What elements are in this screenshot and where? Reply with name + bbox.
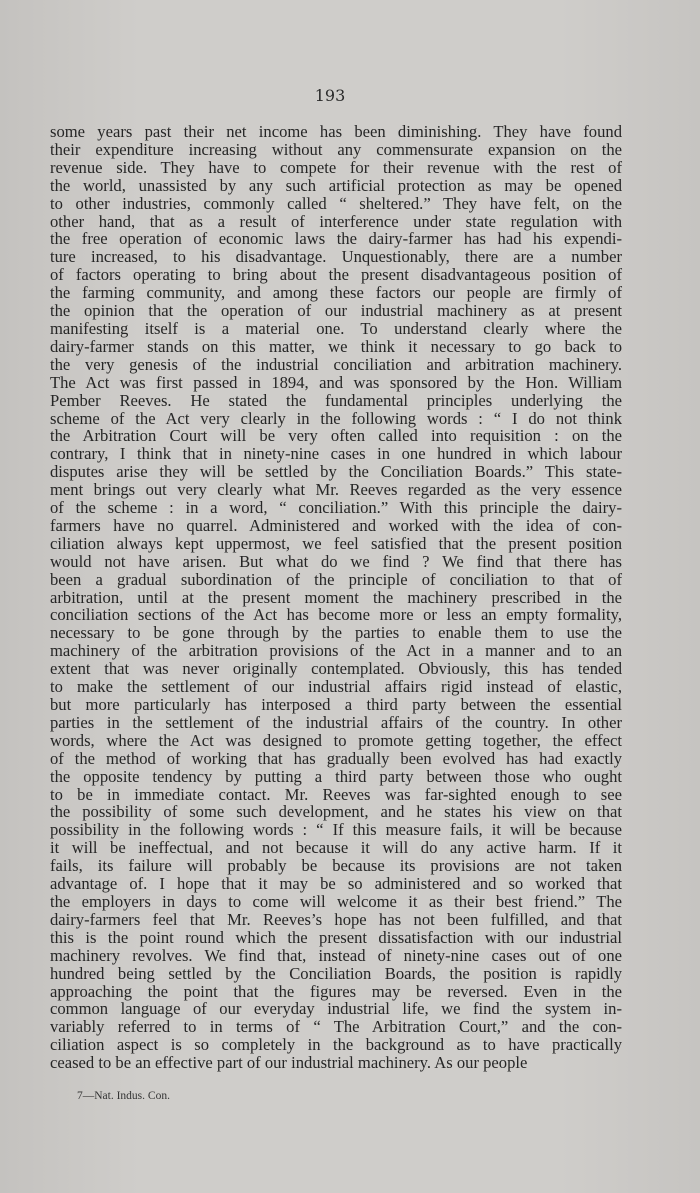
text-line: ment brings out very clearly what Mr. Reeves regarded as the very essence xyxy=(50,480,622,500)
text-line: to be in immediate contact. Mr. Reeves was far-sighted enough to see xyxy=(50,784,622,804)
text-line: would not have arisen. But what do we find ? We find that there has xyxy=(50,551,622,571)
text-line: ciliation always kept uppermost, we feel satisfied that the present position xyxy=(50,533,622,553)
text-line: the opinion that the operation of our industrial machinery as at present xyxy=(50,301,622,321)
text-line: variably referred to in terms of “ The Arbitration Court,” and the con- xyxy=(50,1017,622,1037)
text-line: Pember Reeves. He stated the fundamental principles underlying the xyxy=(50,390,622,410)
text-line: to other industries, commonly called “ sheltered.” They have felt, on the xyxy=(50,193,622,213)
text-line: some years past their net income has been diminishing. They have found xyxy=(50,122,622,141)
text-line: words, where the Act was designed to promote getting together, the effect xyxy=(50,730,622,750)
text-line: ture increased, to his disadvantage. Unquestionably, there are a number xyxy=(50,247,622,267)
text-line: manifesting itself is a material one. To understand clearly where the xyxy=(50,318,622,338)
text-line: their expenditure increasing without any commensurate expansion on the xyxy=(50,139,622,159)
text-line: but more particularly has interposed a third party between the essential xyxy=(50,695,622,714)
text-line: the world, unassisted by any such artificial protection as may be opened xyxy=(50,175,622,195)
text-line: revenue side. They have to compete for their revenue with the rest of xyxy=(50,157,622,177)
text-line: advantage of. I hope that it may be so administered and so worked that xyxy=(50,874,622,894)
text-line: of the scheme : in a word, “ conciliation.” With this principle the dairy- xyxy=(50,498,622,518)
text-line: the very genesis of the industrial conciliation and arbitration machinery. xyxy=(50,354,622,374)
text-line: to make the settlement of our industrial affairs rigid instead of elastic, xyxy=(50,677,622,697)
text-line: the opposite tendency by putting a third party between those who ought xyxy=(50,766,622,786)
text-line: contrary, I think that in ninety-nine cases in one hundred in which labour xyxy=(50,444,622,464)
text-line: arbitration, until at the present moment the machinery prescribed in the xyxy=(50,587,622,607)
text-line: parties in the settlement of the industrial affairs of the country. In other xyxy=(50,712,622,732)
text-line: it will be ineffectual, and not because it will do any active harm. If it xyxy=(50,838,622,858)
text-line: machinery revolves. We find that, instead of ninety-nine cases out of one xyxy=(50,945,622,965)
text-line: possibility in the following words : “ If this measure fails, it will be because xyxy=(50,820,622,840)
text-line: this is the point round which the present dissatisfaction with our industrial xyxy=(50,927,622,947)
body-text xyxy=(50,123,622,1072)
text-line: extent that was never originally contemplated. Obviously, this has tended xyxy=(50,659,622,679)
text-line: the possibility of some such development, and he states his view on that xyxy=(50,802,622,822)
text-line: the Arbitration Court will be very often called into requisition : on the xyxy=(50,426,622,446)
text-line: the free operation of economic laws the dairy-farmer has had his expendi- xyxy=(50,229,622,249)
text-line: machinery of the arbitration provisions of the Act in a manner and to an xyxy=(50,641,622,661)
text-line: other hand, that as a result of interference under state regulation with xyxy=(50,211,622,231)
page-number: 193 xyxy=(314,86,346,105)
text-line: farmers have no quarrel. Administered and worked with the idea of con- xyxy=(50,515,622,535)
text-line: dairy-farmer stands on this matter, we think it necessary to go back to xyxy=(50,336,622,356)
text-line: scheme of the Act very clearly in the following words : “ I do not think xyxy=(50,408,622,428)
text-line: conciliation sections of the Act has become more or less an empty formality, xyxy=(50,605,622,625)
text-line: disputes arise they will be settled by the Conciliation Boards.” This state- xyxy=(50,462,622,482)
text-line: hundred being settled by the Conciliation Boards, the position is rapidly xyxy=(50,963,622,983)
text-line: The Act was first passed in 1894, and was sponsored by the Hon. William xyxy=(50,372,622,392)
text-line: of factors operating to bring about the present disadvantageous position of xyxy=(50,265,622,285)
text-line: ceased to be an effective part of our industrial machinery. As our people xyxy=(50,1053,528,1073)
text-line: been a gradual subordination of the principle of conciliation to that of xyxy=(50,569,622,589)
text-line: of the method of working that has gradually been evolved has had exactly xyxy=(50,748,622,768)
text-line: common language of our everyday industrial life, we find the system in- xyxy=(50,999,622,1019)
footer-signature: 7—Nat. Indus. Con. xyxy=(77,1090,170,1102)
text-line: fails, its failure will probably be because its provisions are not taken xyxy=(50,856,622,876)
text-line: the farming community, and among these factors our people are firmly of xyxy=(50,283,622,303)
text-line: the employers in days to come will welcome it as their best friend.” The xyxy=(50,891,622,911)
text-line: ciliation aspect is so completely in the background as to have practically xyxy=(50,1035,622,1055)
text-line: approaching the point that the figures may be reversed. Even in the xyxy=(50,981,622,1001)
text-line: dairy-farmers feel that Mr. Reeves’s hope has not been fulfilled, and that xyxy=(50,909,622,929)
text-line: necessary to be gone through by the parties to enable them to use the xyxy=(50,623,622,643)
